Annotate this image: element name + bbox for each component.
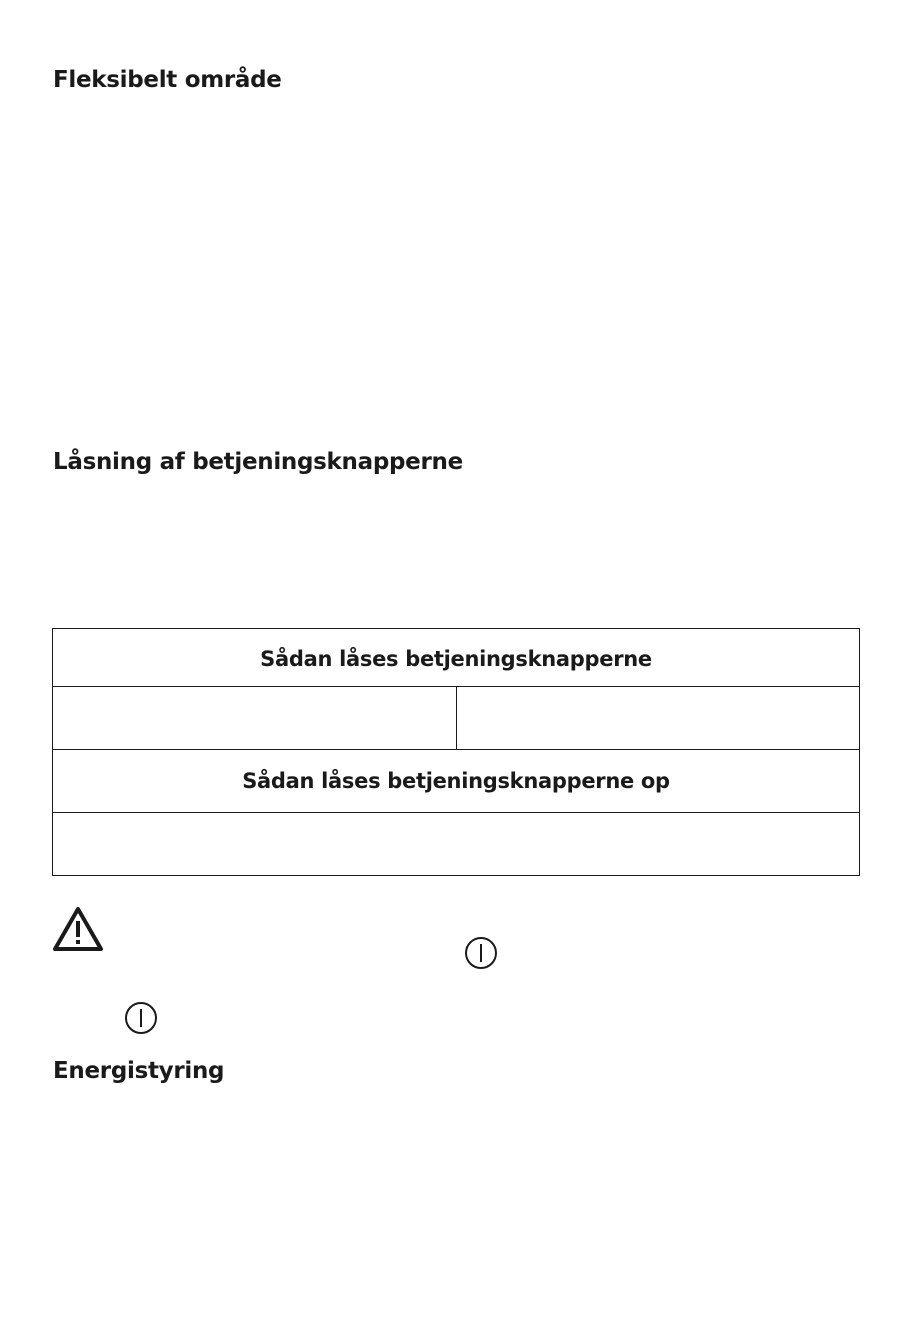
lock-instructions-table xyxy=(52,628,860,876)
power-icon xyxy=(124,1001,158,1035)
table-row-lock-steps xyxy=(53,687,859,750)
power-icon xyxy=(464,936,498,970)
lock-title: Sådan låses betjeningsknapperne xyxy=(260,647,652,671)
table-cell-divider xyxy=(456,687,457,749)
warning-triangle-icon xyxy=(52,906,104,952)
table-row-unlock-steps xyxy=(53,813,859,875)
table-row-lock-title xyxy=(53,629,859,687)
heading-flexible-area: Fleksibelt område xyxy=(53,67,282,93)
heading-control-lock: Låsning af betjeningsknapperne xyxy=(53,449,463,475)
table-row-unlock-title xyxy=(53,750,859,813)
heading-energy-control: Energistyring xyxy=(53,1058,225,1084)
unlock-title: Sådan låses betjeningsknapperne op xyxy=(242,769,670,793)
